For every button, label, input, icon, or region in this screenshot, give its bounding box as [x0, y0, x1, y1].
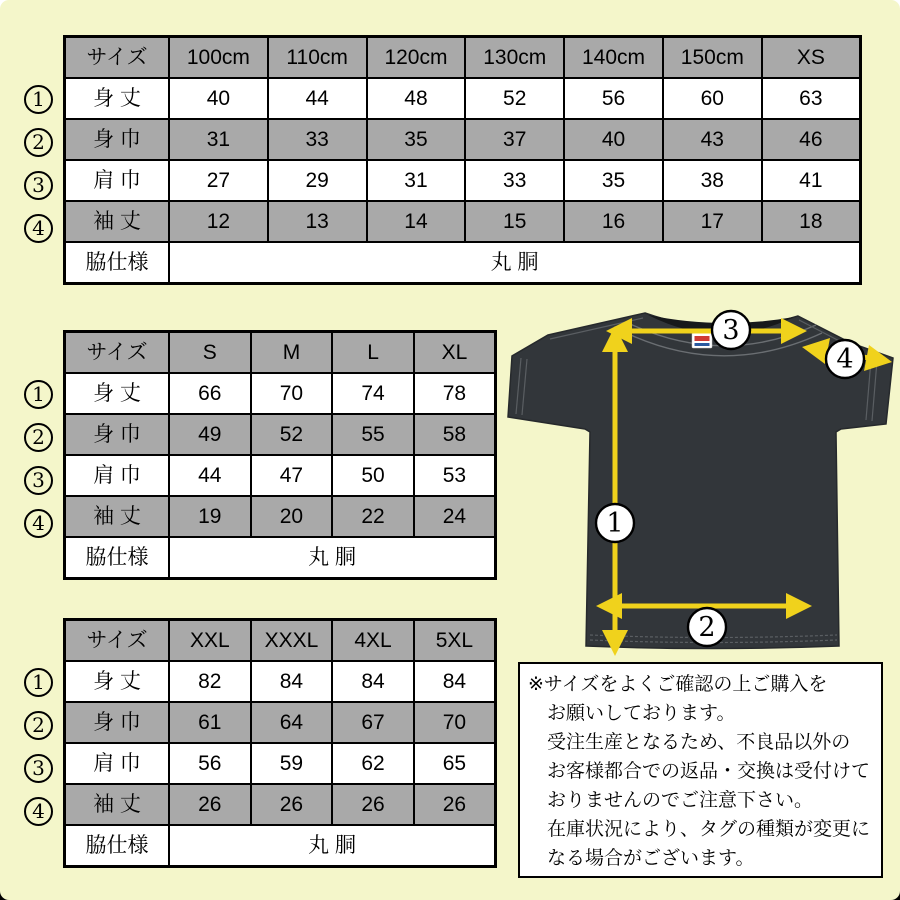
size-value: 67	[332, 702, 414, 743]
column-header: XS	[762, 37, 861, 79]
size-value: 70	[251, 373, 333, 414]
size-value: 82	[169, 661, 251, 702]
marker-shoulder-1: 3	[24, 171, 53, 200]
column-header: 150cm	[663, 37, 762, 79]
size-header: サイズ	[65, 332, 170, 374]
marker-sleeve-2: 4	[24, 509, 53, 538]
size-value: 41	[762, 160, 861, 201]
size-value: 35	[564, 160, 663, 201]
size-value: 61	[169, 702, 251, 743]
size-value: 55	[332, 414, 414, 455]
diagram-circle-3	[712, 311, 750, 349]
size-value: 26	[414, 784, 496, 825]
size-value: 20	[251, 496, 333, 537]
brand-tag	[692, 333, 712, 348]
size-value: 31	[367, 160, 466, 201]
size-value: 52	[465, 78, 564, 119]
marker-shoulder-2: 3	[24, 466, 53, 495]
column-header: XXL	[169, 620, 251, 662]
size-table-adult	[63, 330, 497, 580]
marker-body-length-2: 1	[24, 380, 53, 409]
column-header: S	[169, 332, 251, 374]
size-value: 84	[251, 661, 333, 702]
size-value: 60	[663, 78, 762, 119]
row-label: 肩 巾	[65, 455, 170, 496]
size-value: 49	[169, 414, 251, 455]
size-value: 48	[367, 78, 466, 119]
row-label: 袖 丈	[65, 784, 170, 825]
svg-text:2: 2	[698, 612, 716, 643]
footer-value: 丸 胴	[169, 242, 861, 284]
marker-body-width-1: 2	[24, 128, 53, 157]
size-value: 62	[332, 743, 414, 784]
size-value: 19	[169, 496, 251, 537]
column-header: 4XL	[332, 620, 414, 662]
size-value: 12	[169, 201, 268, 242]
footer-label: 脇仕様	[65, 537, 170, 579]
size-value: 17	[663, 201, 762, 242]
diagram-circle-4	[826, 340, 864, 378]
size-value: 26	[251, 784, 333, 825]
size-value: 66	[169, 373, 251, 414]
notice-line: お願いしております。	[547, 703, 736, 724]
marker-body-width-2: 2	[24, 423, 53, 452]
size-value: 26	[332, 784, 414, 825]
row-label: 身 巾	[65, 414, 170, 455]
size-value: 84	[332, 661, 414, 702]
size-value: 37	[465, 119, 564, 160]
size-value: 50	[332, 455, 414, 496]
size-table-kids	[63, 35, 862, 285]
notice-line: なる場合がございます。	[547, 848, 755, 869]
size-value: 18	[762, 201, 861, 242]
svg-text:4: 4	[836, 344, 854, 375]
size-header: サイズ	[65, 620, 170, 662]
footer-label: 脇仕様	[65, 242, 170, 284]
column-header: 140cm	[564, 37, 663, 79]
notice-line: 受注生産となるため、不良品以外の	[547, 732, 851, 753]
size-value: 56	[564, 78, 663, 119]
size-value: 44	[169, 455, 251, 496]
size-value: 13	[268, 201, 367, 242]
size-value: 65	[414, 743, 496, 784]
size-value: 46	[762, 119, 861, 160]
marker-body-width-3: 2	[24, 711, 53, 740]
diagram-circle-1	[596, 504, 634, 542]
svg-text:1: 1	[606, 508, 624, 539]
tshirt-diagram	[498, 300, 898, 658]
column-header: 110cm	[268, 37, 367, 79]
footer-value: 丸 胴	[169, 825, 496, 867]
marker-sleeve-1: 4	[24, 214, 53, 243]
row-label: 肩 巾	[65, 160, 170, 201]
footer-label: 脇仕様	[65, 825, 170, 867]
notice-box	[518, 662, 883, 878]
size-value: 14	[367, 201, 466, 242]
size-value: 47	[251, 455, 333, 496]
column-header: 100cm	[169, 37, 268, 79]
size-value: 33	[465, 160, 564, 201]
size-value: 43	[663, 119, 762, 160]
notice-line: おりませんのでご注意下さい。	[547, 790, 814, 811]
size-value: 70	[414, 702, 496, 743]
marker-shoulder-3: 3	[24, 754, 53, 783]
marker-body-length-1: 1	[24, 85, 53, 114]
size-value: 58	[414, 414, 496, 455]
column-header: 5XL	[414, 620, 496, 662]
size-value: 84	[414, 661, 496, 702]
size-value: 35	[367, 119, 466, 160]
size-value: 52	[251, 414, 333, 455]
size-table-large	[63, 618, 497, 868]
size-value: 22	[332, 496, 414, 537]
row-label: 袖 丈	[65, 496, 170, 537]
size-value: 56	[169, 743, 251, 784]
row-label: 身 丈	[65, 373, 170, 414]
row-label: 身 巾	[65, 119, 170, 160]
size-value: 74	[332, 373, 414, 414]
column-header: 120cm	[367, 37, 466, 79]
marker-body-length-3: 1	[24, 668, 53, 697]
row-label: 身 丈	[65, 661, 170, 702]
row-label: 肩 巾	[65, 743, 170, 784]
size-value: 29	[268, 160, 367, 201]
row-label: 身 巾	[65, 702, 170, 743]
size-value: 44	[268, 78, 367, 119]
column-header: XL	[414, 332, 496, 374]
column-header: 130cm	[465, 37, 564, 79]
size-value: 27	[169, 160, 268, 201]
size-value: 53	[414, 455, 496, 496]
size-value: 38	[663, 160, 762, 201]
size-value: 78	[414, 373, 496, 414]
notice-line: ※サイズをよくご確認の上ご購入を	[528, 674, 828, 695]
footer-value: 丸 胴	[169, 537, 496, 579]
size-value: 33	[268, 119, 367, 160]
svg-text:3: 3	[722, 315, 740, 346]
size-value: 16	[564, 201, 663, 242]
marker-sleeve-3: 4	[24, 797, 53, 826]
size-header: サイズ	[65, 37, 170, 79]
diagram-circle-2	[688, 608, 726, 646]
column-header: M	[251, 332, 333, 374]
size-value: 40	[564, 119, 663, 160]
notice-line: お客様都合での返品・交換は受付けて	[547, 761, 871, 782]
size-value: 24	[414, 496, 496, 537]
size-value: 15	[465, 201, 564, 242]
size-value: 40	[169, 78, 268, 119]
size-value: 64	[251, 702, 333, 743]
size-value: 31	[169, 119, 268, 160]
size-value: 59	[251, 743, 333, 784]
column-header: L	[332, 332, 414, 374]
notice-line: 在庫状況により、タグの種類が変更に	[547, 819, 871, 840]
size-value: 26	[169, 784, 251, 825]
column-header: XXXL	[251, 620, 333, 662]
row-label: 身 丈	[65, 78, 170, 119]
size-value: 63	[762, 78, 861, 119]
row-label: 袖 丈	[65, 201, 170, 242]
